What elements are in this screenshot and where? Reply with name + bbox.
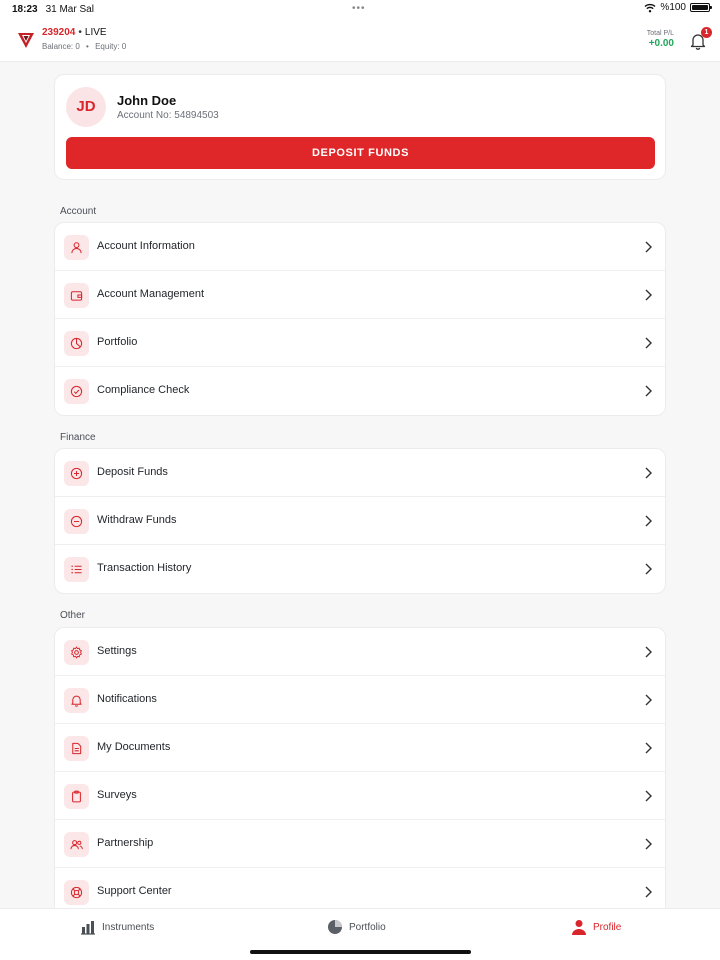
status-date: 31 Mar Sal — [45, 3, 94, 15]
wallet-icon — [70, 289, 83, 302]
menu-item-account-management[interactable] — [55, 271, 665, 319]
account-mode: LIVE — [84, 27, 107, 38]
menu-item-label: Surveys — [97, 789, 137, 801]
menu-item-portfolio[interactable] — [55, 319, 665, 367]
account-selector[interactable]: 239204 • LIVE — [42, 27, 107, 38]
menu-item-label: Compliance Check — [97, 384, 190, 396]
gear-icon — [70, 646, 83, 659]
menu-item-label: Account Information — [97, 240, 195, 252]
account-summary: Balance: 0 • Equity: 0 — [42, 42, 127, 51]
chevron-right-icon — [644, 467, 653, 479]
user-name: John Doe — [117, 93, 177, 108]
other-menu — [54, 627, 666, 908]
section-title-other: Other — [60, 610, 86, 621]
balance-text: Balance: 0 — [42, 42, 80, 51]
chevron-right-icon — [644, 886, 653, 898]
chevron-right-icon — [644, 742, 653, 754]
profile-content[interactable] — [0, 63, 720, 908]
menu-item-partnership[interactable] — [55, 820, 665, 868]
chevron-right-icon — [644, 563, 653, 575]
account-number: 239204 — [42, 27, 76, 38]
users-icon — [70, 838, 83, 851]
section-title-account: Account — [60, 206, 97, 217]
total-pl-label: Total P/L — [646, 30, 674, 37]
pie-chart-icon — [327, 919, 343, 935]
menu-item-label: Transaction History — [97, 562, 192, 574]
menu-item-label: Portfolio — [97, 336, 138, 348]
chevron-right-icon — [644, 337, 653, 349]
chevron-right-icon — [644, 838, 653, 850]
menu-item-label: Support Center — [97, 885, 172, 897]
brand-logo-icon[interactable] — [16, 30, 36, 50]
plus-circle-icon — [70, 467, 83, 480]
menu-item-label: Partnership — [97, 837, 154, 849]
account-no: Account No: 54894503 — [117, 110, 219, 121]
chevron-right-icon — [644, 790, 653, 802]
chevron-right-icon — [644, 241, 653, 253]
notifications-button[interactable] — [688, 31, 708, 51]
tab-label: Profile — [593, 921, 622, 933]
document-icon — [70, 742, 83, 755]
pie-chart-icon — [70, 337, 83, 350]
total-pl-value: +0.00 — [648, 38, 674, 49]
notification-badge: 1 — [701, 27, 712, 38]
chevron-right-icon — [644, 515, 653, 527]
menu-item-label: Withdraw Funds — [97, 514, 177, 526]
battery-percent: %100 — [660, 2, 686, 13]
check-circle-icon — [70, 385, 83, 398]
menu-item-transaction-history[interactable] — [55, 545, 665, 593]
battery-icon — [690, 3, 710, 12]
chevron-right-icon — [644, 385, 653, 397]
status-time: 18:23 — [12, 3, 38, 15]
menu-item-label: My Documents — [97, 741, 171, 753]
avatar: JD — [66, 87, 106, 127]
menu-item-account-information[interactable] — [55, 223, 665, 271]
menu-item-settings[interactable] — [55, 628, 665, 676]
menu-item-label: Account Management — [97, 288, 205, 300]
profile-card — [54, 74, 666, 180]
minus-circle-icon — [70, 515, 83, 528]
tab-portfolio[interactable] — [327, 918, 386, 936]
finance-menu — [54, 448, 666, 594]
bar-chart-icon — [80, 919, 96, 935]
tab-label: Portfolio — [349, 921, 386, 933]
equity-text: Equity: 0 — [95, 42, 127, 51]
section-title-finance: Finance — [60, 432, 96, 443]
menu-item-label: Deposit Funds — [97, 466, 168, 478]
clipboard-icon — [70, 790, 83, 803]
wifi-icon — [644, 3, 656, 13]
account-menu — [54, 222, 666, 416]
chevron-right-icon — [644, 289, 653, 301]
person-icon — [571, 919, 587, 935]
tab-instruments[interactable] — [80, 918, 154, 936]
bell-icon — [70, 694, 83, 707]
chevron-right-icon — [644, 694, 653, 706]
menu-item-compliance-check[interactable] — [55, 367, 665, 415]
user-icon — [70, 241, 83, 254]
account-header — [0, 18, 720, 62]
menu-item-label: Notifications — [97, 693, 157, 705]
total-pl — [647, 30, 674, 49]
menu-item-my-documents[interactable] — [55, 724, 665, 772]
menu-item-surveys[interactable] — [55, 772, 665, 820]
status-bar — [0, 0, 720, 18]
menu-item-label: Settings — [97, 645, 137, 657]
tab-profile[interactable] — [571, 918, 621, 936]
tab-label: Instruments — [102, 921, 155, 933]
deposit-funds-button[interactable]: DEPOSIT FUNDS — [66, 137, 655, 169]
menu-item-deposit-funds[interactable] — [55, 449, 665, 497]
menu-item-support-center[interactable] — [55, 868, 665, 908]
lifebuoy-icon — [70, 886, 83, 899]
multitask-dots-icon[interactable]: ••• — [352, 3, 366, 14]
home-indicator[interactable] — [250, 950, 471, 954]
menu-item-notifications[interactable] — [55, 676, 665, 724]
chevron-right-icon — [644, 646, 653, 658]
list-icon — [70, 563, 83, 576]
menu-item-withdraw-funds[interactable] — [55, 497, 665, 545]
